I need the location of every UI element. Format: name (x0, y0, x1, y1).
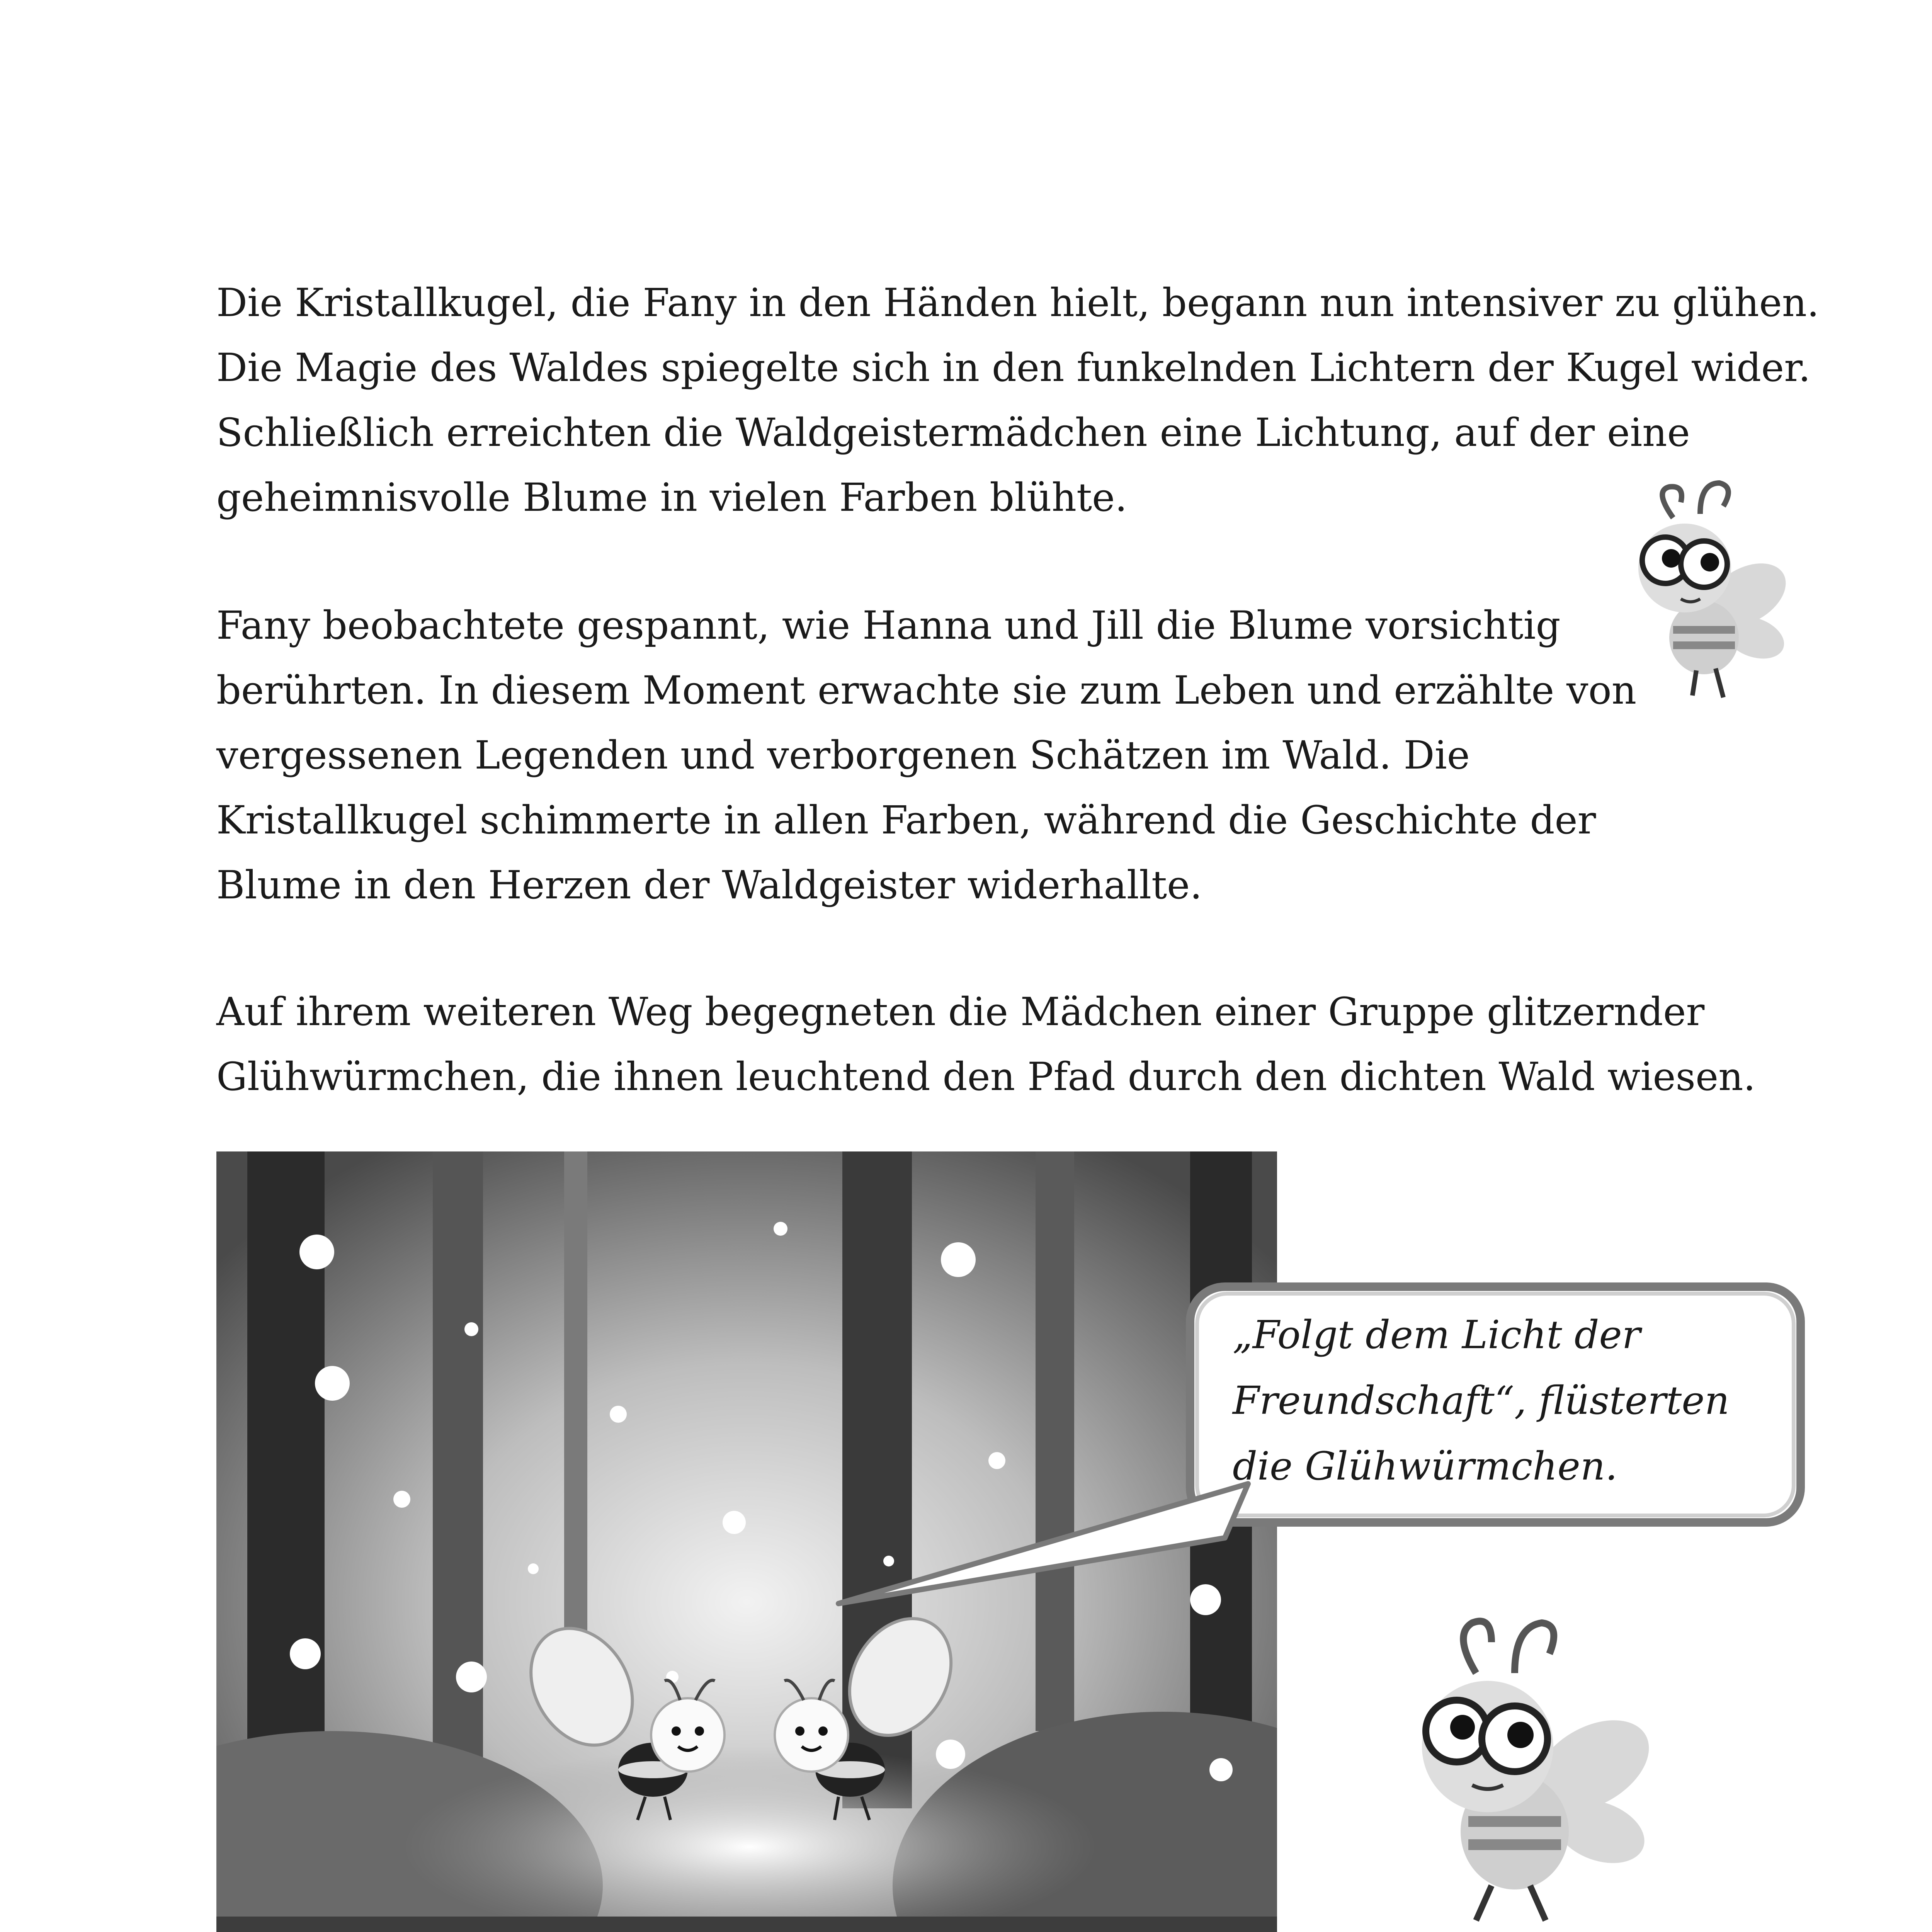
bee-icon (1376, 1604, 1669, 1932)
paragraph-3: Auf ihrem weiteren Weg begegneten die Mädchen einer Gruppe glitzernder Glühwürmchen, die ihnen leuchtend den Pfad durch den dichten Wald wiesen. (216, 989, 1756, 1099)
paragraph-1: Die Kristallkugel, die Fany in den Händen hielt, begann nun intensiver zu glühen. Die Magie des Waldes spiegelte sich in den funkelnden Lichtern der Kugel wider. Schließlich erreichten die Waldgeistermädchen eine Lichtung, auf der eine geheimnisvolle Blume in vielen Farben blühte. (216, 280, 1819, 520)
speech-bubble-tail (831, 1476, 1256, 1607)
bee-icon (1607, 475, 1793, 707)
paragraph-2: Fany beobachtete gespannt, wie Hanna und Jill die Blume vorsichtig berührten. In diesem Moment erwachte sie zum Leben und erzählte von vergessenen Legenden und verborgenen Schätzen im Wald. Die Kristallkugel schimmerte in allen Farben, während die Geschichte der Blume in den Herzen der Waldgeister widerhallte. (216, 603, 1637, 908)
speech-bubble-text: „Folgt dem Licht der Freundschaft“, flüsterten die Glühwürmchen. (1233, 1312, 1730, 1489)
